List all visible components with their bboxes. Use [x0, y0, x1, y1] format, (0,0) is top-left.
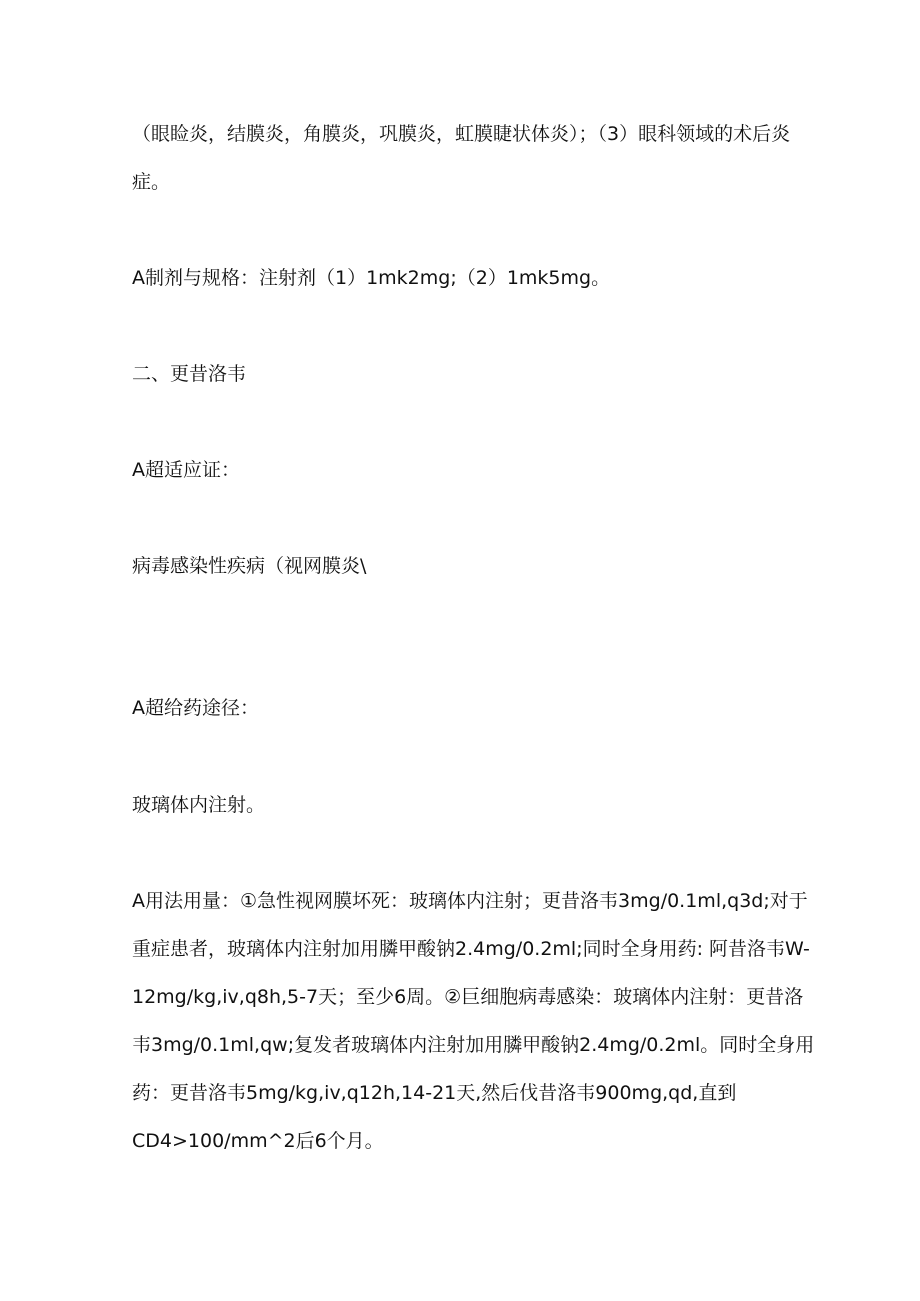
text-line: 症。	[132, 171, 171, 193]
dosage-paragraph	[132, 877, 815, 1165]
text-line: A用法用量：①急性视网膜坏死：玻璃体内注射；更昔洛韦3mg/0.1ml,q3d;对于	[132, 890, 808, 912]
formulation-paragraph: A制剂与规格：注射剂（1）1mk2mg;（2）1mk5mg。	[132, 267, 611, 289]
text-line: 药：更昔洛韦5mg/kg,iv,q12h,14-21天,然后伐昔洛韦900mg,qd,直到	[132, 1082, 737, 1104]
off-label-route-text: 玻璃体内注射。	[132, 794, 266, 816]
text-line: CD4>100/mm^2后6个月。	[132, 1130, 384, 1152]
off-label-route-label: A超给药途径：	[132, 697, 259, 719]
text-line: 韦3mg/0.1ml,qw;复发者玻璃体内注射加用膦甲酸钠2.4mg/0.2ml。同时全身用	[132, 1034, 815, 1056]
section-title: 二、更昔洛韦	[132, 363, 247, 385]
text-line: 重症患者，玻璃体内注射加用膦甲酸钠2.4mg/0.2ml;同时全身用药: 阿昔洛韦W-	[132, 938, 810, 960]
indications-continued-paragraph	[132, 110, 802, 206]
text-line: 12mg/kg,iv,q8h,5-7天；至少6周。②巨细胞病毒感染：玻璃体内注射：更昔洛	[132, 986, 804, 1008]
off-label-indication-text: 病毒感染性疾病（视网膜炎\	[132, 555, 367, 577]
off-label-indication-label: A超适应证：	[132, 459, 240, 481]
text-line: （眼睑炎，结膜炎，角膜炎，巩膜炎，虹膜睫状体炎）；（3）眼科领域的术后炎	[132, 123, 791, 145]
